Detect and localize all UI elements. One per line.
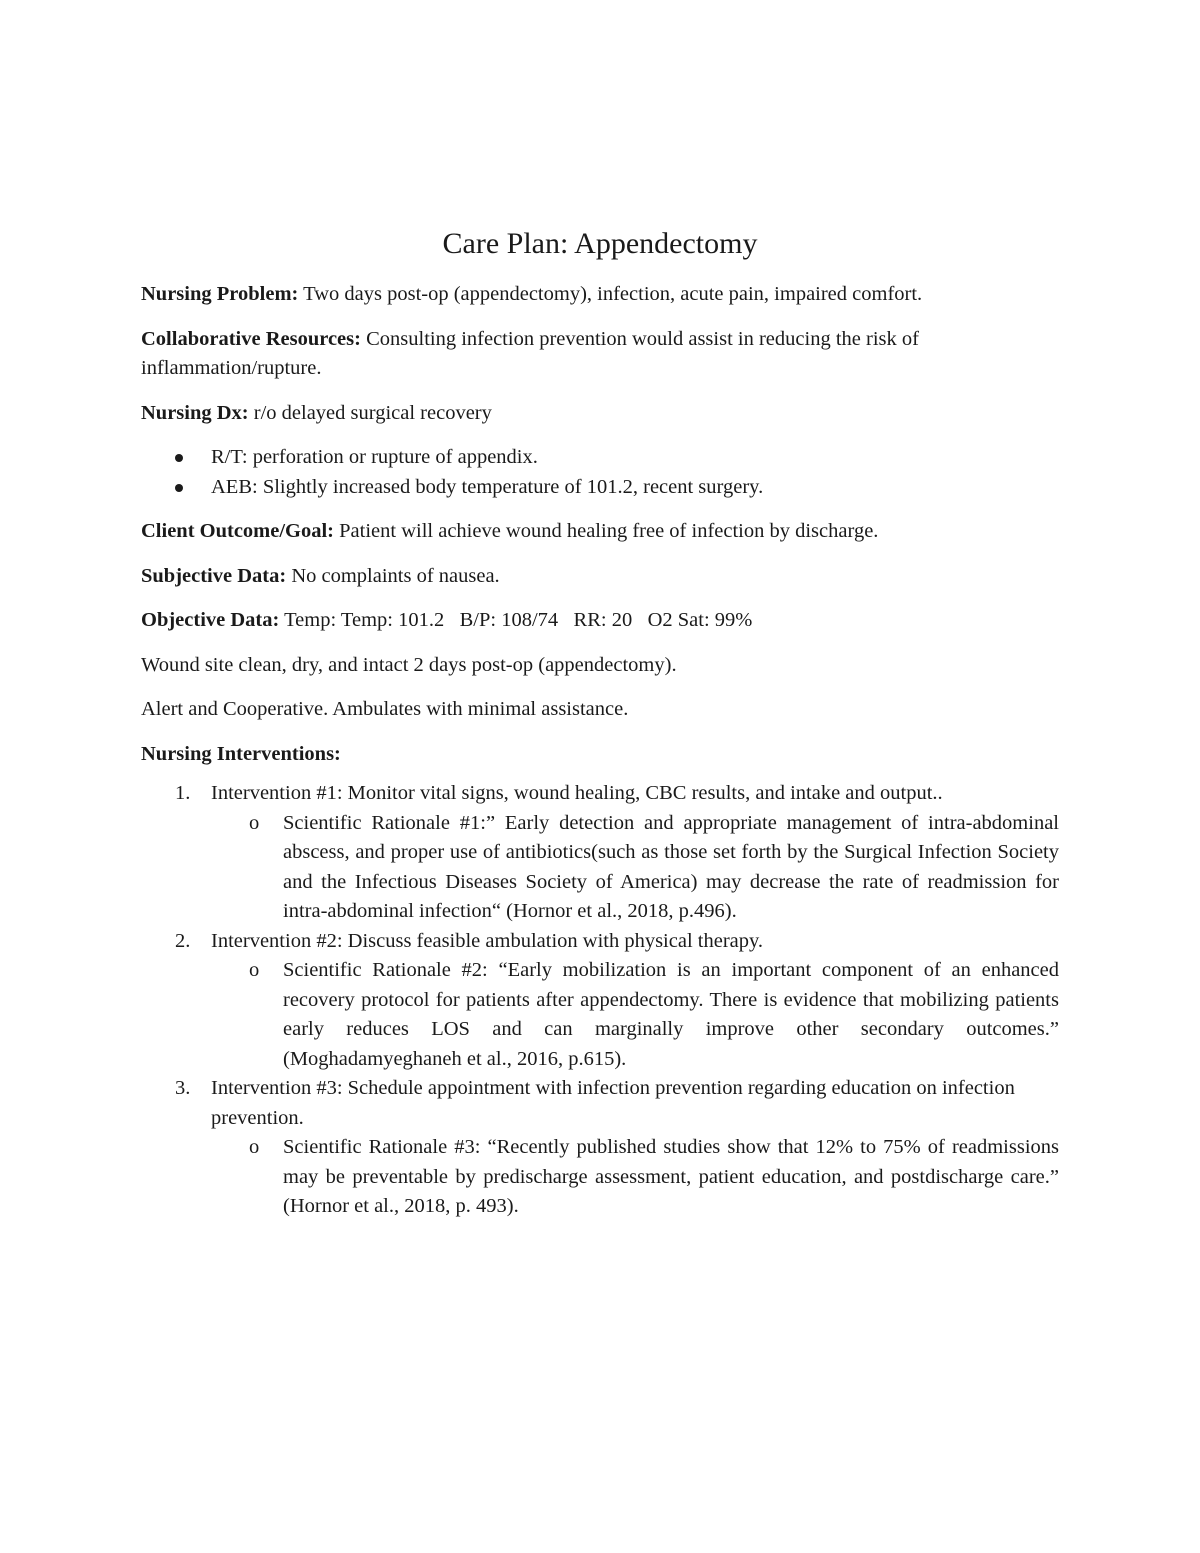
- nursing-dx-label: Nursing Dx:: [141, 401, 249, 424]
- intervention-text: Intervention #3: Schedule appointment with infection prevention regarding education on infection prevention.: [211, 1077, 1015, 1129]
- intervention-text: Intervention #1: Monitor vital signs, wound healing, CBC results, and intake and output..: [211, 782, 943, 804]
- bullet-text: R/T: perforation or rupture of appendix.: [211, 446, 538, 468]
- nursing-dx-paragraph: [141, 399, 1059, 429]
- intervention-item: [141, 927, 1059, 1075]
- subjective-data-text: No complaints of nausea.: [286, 564, 500, 587]
- objective-data-line: Alert and Cooperative. Ambulates with minimal assistance.: [141, 698, 629, 720]
- collaborative-resources-label: Collaborative Resources:: [141, 327, 361, 350]
- client-outcome-label: Client Outcome/Goal:: [141, 520, 335, 542]
- bullet-text: AEB: Slightly increased body temperature of 101.2, recent surgery.: [211, 475, 764, 498]
- intervention-text: Intervention #2: Discuss feasible ambulation with physical therapy.: [211, 929, 764, 952]
- interventions-paragraph: [141, 740, 1059, 770]
- circle-bullet-icon: o: [249, 959, 260, 981]
- nursing-dx-bullet-list: [141, 443, 1059, 502]
- client-outcome-paragraph: [141, 517, 1059, 547]
- document-page: [141, 222, 1059, 1222]
- list-item: [141, 473, 1059, 503]
- circle-bullet-icon: o: [249, 1136, 260, 1158]
- rationale-item: [141, 956, 1059, 1074]
- nursing-dx-text: r/o delayed surgical recovery: [248, 401, 492, 424]
- nursing-problem-paragraph: [141, 280, 1059, 310]
- intervention-item: [141, 779, 1059, 927]
- intervention-number: 2.: [175, 929, 191, 952]
- intervention-number: 3.: [175, 1077, 191, 1099]
- nursing-problem-label: Nursing Problem:: [141, 283, 299, 305]
- page-title: Care Plan: Appendectomy: [442, 227, 758, 260]
- rationale-text: Scientific Rationale #2: “Early mobilization is an important component of an enhanced recovery protocol for patients after appendectomy. There is evidence that mobilizing patients early reduces LOS and can marginally improve other secondary outcomes.” (Moghadamyeghaneh et al., 2016, p.615).: [283, 959, 1059, 1070]
- collaborative-resources-text: Consulting infection prevention would assist in reducing the risk of inflammation/rupture.: [141, 327, 919, 379]
- collaborative-resources-paragraph: [141, 325, 1059, 384]
- bullet-icon: [175, 484, 183, 492]
- objective-data-label: Objective Data:: [141, 609, 280, 631]
- rationale-text: Scientific Rationale #3: “Recently published studies show that 12% to 75% of readmissions may be preventable by predischarge assessment, patient education, and postdischarge care.” (Hornor et al., 2018, p. 493).: [283, 1136, 1059, 1217]
- rationale-item: [141, 1133, 1059, 1222]
- objective-data-line: Wound site clean, dry, and intact 2 days post-op (appendectomy).: [141, 653, 677, 676]
- subjective-data-label: Subjective Data:: [141, 564, 287, 587]
- subjective-data-paragraph: [141, 562, 1059, 592]
- rationale-item: [141, 809, 1059, 927]
- intervention-item: [141, 1074, 1059, 1222]
- rationale-text: Scientific Rationale #1:” Early detection and appropriate management of intra-abdominal abscess, and proper use of antibiotics(such as those set forth by the Surgical Infection Society and the Infectious Diseases Society of America) may decrease the rate of readmission for intra-abdominal infection“ (Hornor et al., 2018, p.496).: [283, 811, 1059, 922]
- nursing-problem-text: Two days post-op (appendectomy), infection, acute pain, impaired comfort.: [298, 283, 923, 305]
- circle-bullet-icon: o: [249, 811, 260, 834]
- objective-data-text: Temp: Temp: 101.2 B/P: 108/74 RR: 20 O2 Sat: 99%: [279, 609, 753, 631]
- intervention-number: 1.: [175, 782, 191, 804]
- client-outcome-text: Patient will achieve wound healing free of infection by discharge.: [334, 520, 879, 542]
- interventions-label: Nursing Interventions:: [141, 742, 341, 765]
- list-item: [141, 443, 1059, 473]
- interventions-list: [141, 779, 1059, 1222]
- objective-data-paragraph: [141, 606, 1059, 636]
- bullet-icon: [175, 454, 183, 462]
